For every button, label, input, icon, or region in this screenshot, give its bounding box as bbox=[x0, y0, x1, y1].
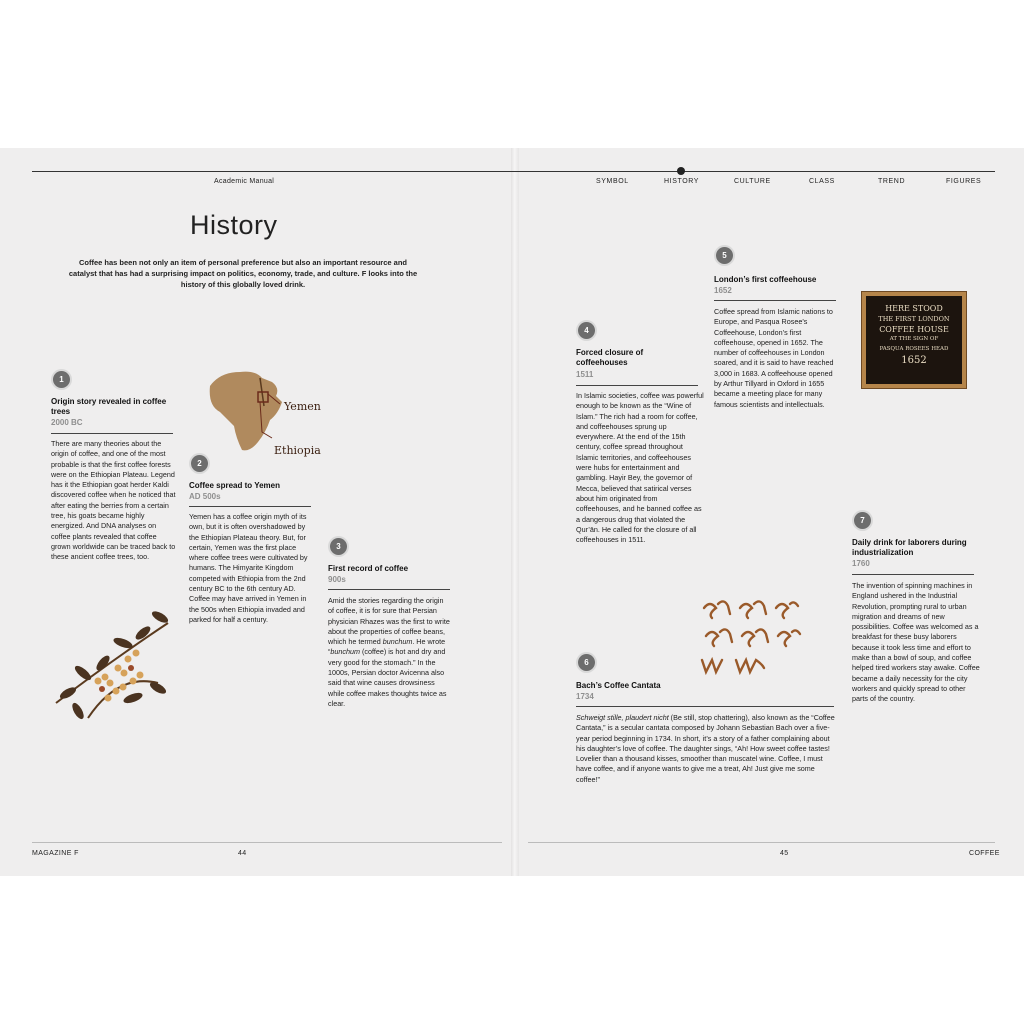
plaque-line: PASQUA ROSEES HEAD bbox=[879, 346, 949, 352]
entry-title: Forced closure of coffeehouses bbox=[576, 348, 644, 367]
entry-rule bbox=[852, 574, 974, 575]
header-rule bbox=[32, 171, 995, 172]
entry-date: 900s bbox=[328, 575, 346, 584]
running-head: Academic Manual bbox=[214, 178, 275, 185]
entry-body bbox=[576, 713, 838, 785]
entry-body: Yemen has a coffee origin myth of its own, but it is often overshadowed by the Ethiopian Plateau theory. But, for certain, Yemen was the first place where coffee trees were cultivated by humans. The Himyarite Kingdom competed with Ethiopia from the 2nd century BC to the 6th century AD. Coffee may have arrived in Yemen in the 500s when Ethiopia invaded and parked for half a century. bbox=[189, 512, 308, 624]
entry-body-text: (Be still, stop chattering), also known as the “Coffee Cantata,” is a secular cantata composed by Johann Sebastian Bach over a five-year period beginning in 1734. In short, it’s a story of a father complaining about his daughter’s love of coffee. The daughter sings, “Ah! How sweet coffee tastes! Lovelier than a thousand kisses, smoother than muscatel wine. Coffee, I must have coffee, and if anyone wants to give me a treat, Ah! Just give me some coffee!” bbox=[576, 713, 835, 784]
entry-rule bbox=[189, 506, 311, 507]
plaque-line: COFFEE HOUSE bbox=[879, 325, 949, 334]
entry-date: 1511 bbox=[576, 370, 594, 379]
entry-body: The invention of spinning machines in England ushered in the Industrial Revolution, prompting rural to urban migration and dreams of new possibilities. Coffee was welcomed as a breakfast for these busy laborers because it took less time and effort to make than a bowl of soup, and coffee helped tired workers stay awake. Coffee became a daily necessity for the city workers and quickly spread to other parts of the country. bbox=[852, 581, 980, 704]
entry-date: 1734 bbox=[576, 692, 594, 701]
entry-title: Coffee spread to Yemen bbox=[189, 481, 280, 490]
footer-magazine-name: MAGAZINE F bbox=[32, 850, 79, 857]
entry-date: 1652 bbox=[714, 286, 732, 295]
entry-title: Bach’s Coffee Cantata bbox=[576, 681, 661, 690]
coffee-plant-illustration bbox=[48, 603, 176, 725]
entry-body-term: Schweigt stille, plaudert nicht bbox=[576, 713, 669, 722]
plaque-line: THE FIRST LONDON bbox=[878, 315, 950, 323]
entry-title: Daily drink for laborers during industrialization bbox=[852, 538, 967, 557]
plaque-line: 1652 bbox=[901, 355, 927, 366]
entry-body-text: (coffee) is hot and dry and very good for the stomach.” In the 1000s, Persian doctor Avicenna also said that wine causes drowsiness while coffee makes thoughts twice as clear. bbox=[328, 647, 447, 708]
entry-body: In Islamic societies, coffee was powerful enough to be known as the “Wine of Islam.” The rich had a room for coffee, and coffeehouses sprung up everywhere. At the end of the 15th century, coffee spread throughout Islamic territories, and coffeehouses were hubs for entertainment and gambling. Hayir Bey, the governor of Mecca, believed that satirical verses about him originated from coffeehouses, and he banned coffee as a dangerous drug that violated the Qur’ān. He called for the closure of all coffeehouses in 1511. bbox=[576, 391, 704, 545]
page-gutter bbox=[511, 148, 519, 876]
africa-map-illustration bbox=[200, 366, 328, 464]
entry-body: There are many theories about the origin of coffee, and one of the most probable is that the first coffee forests were on the Ethiopian Plateau. Legend has it the Ethiopian goat herder Kaldi discovered coffee when he noticed that after eating the berries from a certain tree, his goats became highly energized. And DNA analyses on coffee plants revealed that coffee grown worldwide can be traced back to these ancient coffee trees, too. bbox=[51, 439, 176, 562]
page-number-right: 45 bbox=[780, 850, 789, 857]
nav-culture[interactable]: CULTURE bbox=[734, 178, 771, 185]
entry-number-badge: 4 bbox=[578, 322, 595, 339]
entry-body-term: bunchum bbox=[330, 647, 360, 657]
entry-body bbox=[328, 596, 450, 709]
entry-body-text: . He wrote “ bbox=[328, 637, 446, 657]
page-title: History bbox=[190, 210, 278, 240]
entry-rule bbox=[576, 385, 698, 386]
entry-number-badge: 7 bbox=[854, 512, 871, 529]
entry-body-text: Amid the stories regarding the origin of coffee, it is for sure that Persian physician Rhazes was the first to write about the properties of coffee beans, which he termed bbox=[328, 596, 450, 647]
magazine-spread bbox=[0, 148, 1024, 876]
footer-rule-right bbox=[528, 842, 995, 843]
entry-date: AD 500s bbox=[189, 492, 221, 501]
nav-history[interactable]: HISTORY bbox=[664, 178, 700, 185]
entry-date: 2000 BC bbox=[51, 418, 83, 427]
coffee-house-plaque bbox=[862, 292, 966, 388]
entry-body-term: bunchum bbox=[382, 637, 413, 647]
entry-number-badge: 5 bbox=[716, 247, 733, 264]
entry-rule bbox=[714, 300, 836, 301]
footer-section-name: COFFEE bbox=[969, 850, 1000, 857]
entry-number-badge: 3 bbox=[330, 538, 347, 555]
page-number-left: 44 bbox=[238, 850, 247, 857]
map-label-ethiopia: Ethiopia bbox=[274, 444, 321, 457]
entry-rule bbox=[328, 589, 450, 590]
entry-title: London’s first coffeehouse bbox=[714, 275, 817, 284]
nav-class[interactable]: CLASS bbox=[809, 178, 835, 185]
entry-rule bbox=[576, 706, 834, 707]
entry-number-badge: 6 bbox=[578, 654, 595, 671]
nav-figures[interactable]: FIGURES bbox=[946, 178, 982, 185]
cantata-manuscript-illustration bbox=[696, 594, 806, 686]
nav-symbol[interactable]: SYMBOL bbox=[596, 178, 629, 185]
entry-title: Origin story revealed in coffee trees bbox=[51, 397, 167, 416]
nav-indicator-dot bbox=[677, 167, 685, 175]
plaque-line: HERE STOOD bbox=[885, 304, 943, 313]
entry-date: 1760 bbox=[852, 559, 870, 568]
entry-title: First record of coffee bbox=[328, 564, 409, 573]
entry-number-badge: 2 bbox=[191, 455, 208, 472]
intro-text: Coffee has been not only an item of personal preference but also an important resource and catalyst that has had a surprising impact on politics, economy, trade, and culture. F looks into the history of this globally loved drink. bbox=[68, 258, 418, 289]
nav-trend[interactable]: TREND bbox=[878, 178, 906, 185]
entry-number-badge: 1 bbox=[53, 371, 70, 388]
entry-rule bbox=[51, 433, 173, 434]
entry-body: Coffee spread from Islamic nations to Europe, and Pasqua Rosee’s Coffeehouse, London’s first coffeehouse, opened in 1652. The number of coffeehouses in London soared, and it is said to have reached 3,000 in 1683. A coffeehouse opened by Arthur Tillyard in Oxford in 1655 became a meeting place for many famous scientists and intellectuals. bbox=[714, 307, 834, 409]
map-label-yemen: Yemen bbox=[284, 400, 321, 413]
plaque-line: AT THE SIGN OF bbox=[889, 336, 939, 342]
footer-rule-left bbox=[32, 842, 502, 843]
